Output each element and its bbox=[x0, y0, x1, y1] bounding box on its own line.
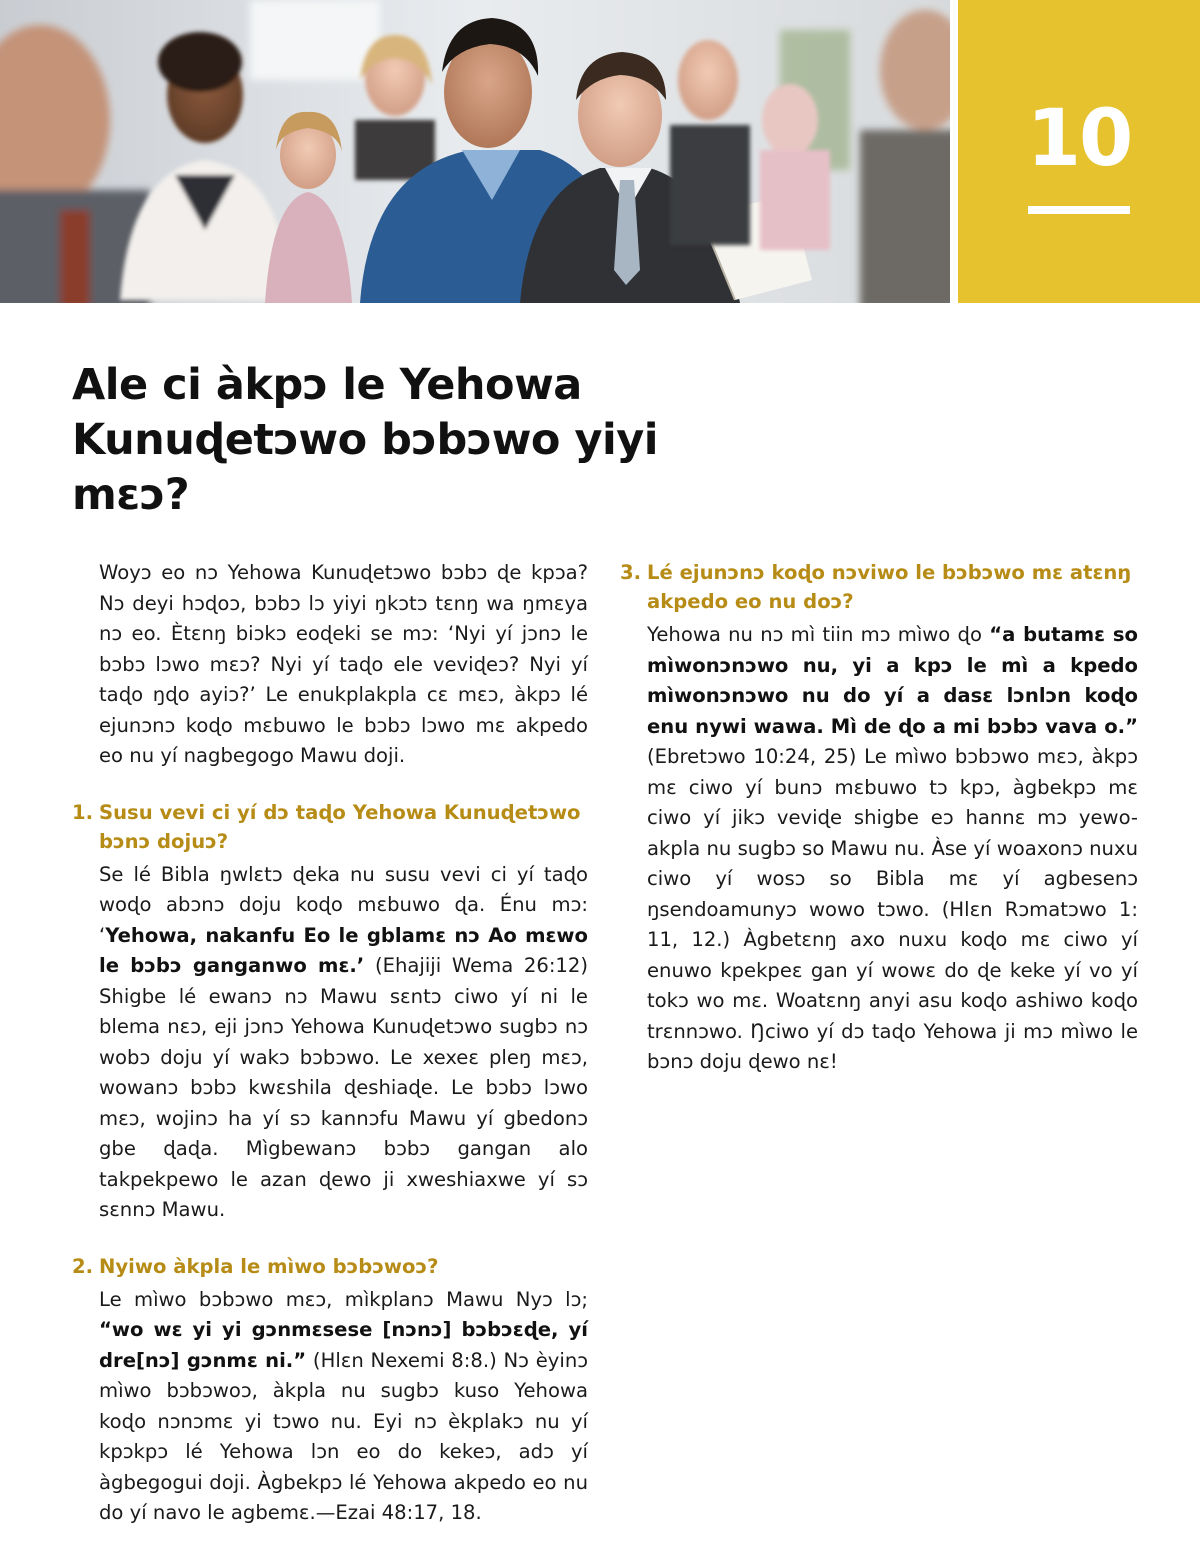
lesson-number-underline bbox=[1028, 206, 1130, 214]
section-3-text-b: Le mìwo bɔbɔwo mɛɔ, àkpɔ mɛ ciwo yí bunɔ mɛbuwo tɔ kpɔ, àgbekpɔ mɛ ciwo yí jikɔ veviɖe shigbe eɔ hannɛ mɔ yewo-akpla nu sugbɔ so Mawu nu. Àse yí woaxonɔ nuxu ciwo yí wosɔ so Bibla mɛ yí agbesenɔ ŋsendoamunyɔ wowo tɔwo. (Hlɛn Rɔmatɔwo 1: 11, 12.) Àgbetɛnŋ axo nuxu koɖo mɛ ciwo yí enuwo kpekpeɛ gan yí wowɛ do ɖe keke yí vo yí tokɔ wo mɛ. Woatɛnŋ anyi asu koɖo ashiwo koɖo trɛnnɔwo. Ŋciwo yí dɔ taɖo Yehowa ji mɔ mìwo le bɔnɔ doju ɖewo nɛ! bbox=[647, 745, 1138, 1073]
section-3-text-a: Yehowa nu nɔ mì tiin mɔ mìwo ɖo bbox=[647, 623, 990, 646]
section-1-number: 1. bbox=[72, 800, 94, 824]
section-2-number: 2. bbox=[72, 1254, 94, 1278]
section-2-title: Nyiwo àkpla le mìwo bɔbɔwoɔ? bbox=[99, 1254, 439, 1278]
section-2-text-a: Le mìwo bɔbɔwo mɛɔ, mìkplanɔ Mawu Nyɔ lɔ; bbox=[99, 1287, 588, 1311]
intro-paragraph: Woyɔ eo nɔ Yehowa Kunuɖetɔwo bɔbɔ ɖe kpɔa? Nɔ deyi hɔɖoɔ, bɔbɔ lɔ yiyi ŋkɔtɔ tɛnŋ wa ŋmɛya nɔ eo. Ètɛnŋ biɔkɔ eoɖeki se mɔ: ‘Nyi yí jɔnɔ le bɔbɔ lɔwo mɛɔ? Nyi yí taɖo ele veviɖeɔ? Nyi yí taɖo ŋɖo ayiɔ?’ Le enukplakpla cɛ mɛɔ, àkpɔ lé ejunɔnɔ koɖo mɛbuwo le bɔbɔ lɔwo mɛ akpedo eo nu yí nagbegogo Mawu doji. bbox=[99, 561, 588, 767]
section-1-text-a: Se lé Bibla ŋwlɛtɔ ɖeka nu susu vevi ci yí taɖo woɖo abɔnɔ doju koɖo mɛbuwo ɖa. Énu mɔ: ‘ bbox=[99, 862, 588, 947]
section-1-text-b: Shigbe lé ewanɔ nɔ Mawu sɛntɔ ciwo yí ni le blema nɛɔ, eji jɔnɔ Yehowa Kunuɖetɔwo sugbɔ nɔ wobɔ doju yí wakɔ bɔbɔwo. Le xexeɛ pleŋ mɛɔ, wowanɔ bɔbɔ kwɛshila ɖeshiaɖe. Le bɔbɔ lɔwo mɛɔ, wojinɔ ha yí sɔ kannɔfu Mawu yí gbedonɔ gbe ɖaɖa. Mìgbewanɔ bɔbɔ gangan alo takpekpewo le azan ɖewo ji xweshiaxwe yí sɔ sɛnnɔ Mawu. bbox=[99, 984, 588, 1221]
section-3-scripture-quote: “a butamɛ so mìwonɔnɔwo nu, yi a kpɔ le mì a kpedo mìwonɔnɔwo nu do yí a dasɛ lɔnlɔn koɖo enu nywi wawa. Mì de ɖo a mi bɔbɔ vava o.” bbox=[647, 623, 1138, 738]
congregation-photo-icon bbox=[0, 0, 950, 303]
section-1-scripture-quote: Yehowa, nakanfu Eo le gblamɛ nɔ Ao mɛwo le bɔbɔ ganganwo mɛ.’ bbox=[99, 923, 588, 977]
section-3-citation: (Ebretɔwo 10:24, 25) bbox=[647, 745, 857, 768]
section-2-heading bbox=[72, 1252, 588, 1281]
section-1-paragraph bbox=[72, 860, 588, 1226]
section-3-title: Lé ejunɔnɔ koɖo nɔviwo le bɔbɔwo mɛ atɛnŋ akpedo eo nu doɔ? bbox=[647, 561, 1132, 613]
right-column bbox=[620, 558, 1138, 1078]
section-1-heading bbox=[72, 798, 588, 856]
section-3-number: 3. bbox=[620, 561, 642, 584]
section-2-scripture-quote: “wo wɛ yi yi gɔnmɛsese [nɔnɔ] bɔbɔɛɖe, yí dre[nɔ] gɔnmɛ ni.” bbox=[99, 1318, 588, 1372]
section-1-title: Susu vevi ci yí dɔ taɖo Yehowa Kunuɖetɔwo bɔnɔ dojuɔ? bbox=[99, 800, 581, 853]
lesson-number: 10 bbox=[1026, 94, 1132, 184]
section-2-text-b: Nɔ èyinɔ mìwo bɔbɔwoɔ, àkpla nu sugbɔ kuso Yehowa koɖo nɔnɔmɛ yi tɔwo nu. Eyi nɔ èkplakɔ nu yí kpɔkpɔ lé Yehowa lɔn eo do kekeɔ, adɔ yí àgbegogui doji. Àgbekpɔ lé Yehowa akpedo eo nu do yí navo le agbemɛ.—Ezai 48:17, 18. bbox=[99, 1348, 589, 1524]
page-title: Ale ci àkpɔ le Yehowa Kunuɖetɔwo bɔbɔwo yiyi mɛɔ? bbox=[72, 360, 658, 520]
lesson-number-box bbox=[958, 0, 1200, 303]
hero-photo bbox=[0, 0, 950, 303]
section-2-paragraph bbox=[72, 1285, 588, 1529]
left-column bbox=[72, 558, 588, 1529]
section-2-citation: (Hlɛn Nexemi 8:8.) bbox=[306, 1348, 497, 1372]
section-3-paragraph bbox=[620, 620, 1138, 1078]
section-1-citation: (Ehajiji Wema 26:12) bbox=[364, 954, 588, 977]
section-3-heading bbox=[620, 558, 1138, 616]
